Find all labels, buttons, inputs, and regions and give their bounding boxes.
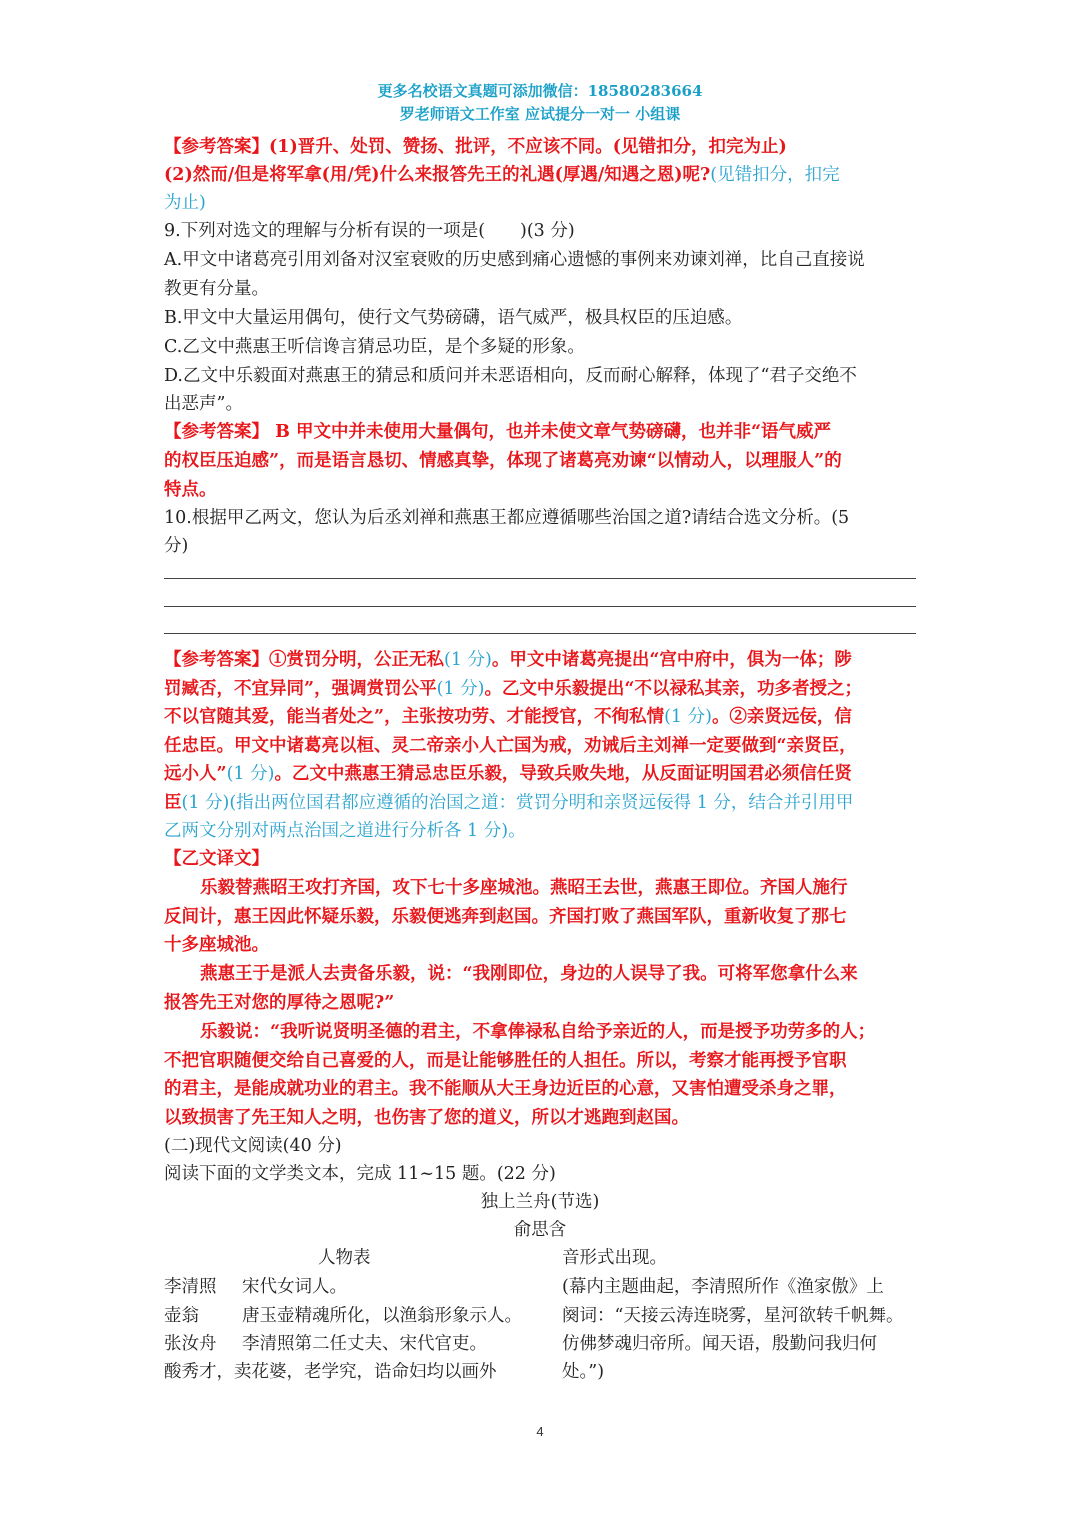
page-number: 4 (536, 1424, 544, 1439)
section2-title: (二)现代文阅读(40 分) (164, 1136, 342, 1156)
q9-answer-2: 的权臣压迫感”，而是语言恳切、情感真挚，体现了诸葛亮劝谏“以情动人，以理服人”的 (164, 451, 842, 471)
cast-heading: 人物表 (318, 1248, 371, 1268)
answer-blank-line-2 (164, 606, 916, 607)
right-col-line: 阕词：“天接云涛连晓雾，星河欲转千帆舞。 (562, 1306, 904, 1326)
q10-answer-text: 。②亲贤远佞，信 (711, 707, 852, 727)
translation-line: 的君主，是能成就功业的君主。我不能顺从大王身边近臣的心意，又害怕遭受杀身之罪， (164, 1079, 847, 1099)
translation-line: 燕惠王于是派人去责备乐毅，说：“我刚即位，身边的人误导了我。可将军您拿什么来 (200, 964, 858, 984)
q10-answer-text: 。甲文中诸葛亮提出“宫中府中，俱为一体；陟 (491, 650, 852, 670)
translation-line: 报答先王对您的厚待之恩呢?” (164, 993, 395, 1013)
answer8-line3: 为止) (164, 193, 206, 213)
translation-line: 以致损害了先王知人之明，也伤害了您的道义，所以才逃跑到赵国。 (164, 1108, 689, 1128)
q10-answer-text: 。乙文中乐毅提出“不以禄私其亲，功多者授之； (484, 679, 863, 699)
cast-name: 李清照 (164, 1277, 217, 1297)
q10-score-note: (1 分)(指出两位国君都应遵循的治国之道：赏罚分明和亲贤远佞得 1 分，结合并引用甲 (181, 793, 854, 813)
q10-score: (1 分) (226, 764, 275, 784)
q10-answer-text: 远小人” (164, 764, 227, 784)
section2-instructions: 阅读下面的文学类文本，完成 11~15 题。(22 分) (164, 1164, 556, 1184)
header-studio: 罗老师语文工作室 应试提分一对一 小组课 (399, 105, 681, 123)
right-col-line: 音形式出现。 (562, 1248, 667, 1268)
answer8-line1 (164, 133, 924, 158)
cast-others: 酸秀才，卖花婆，老学究，诰命妇均以画外 (164, 1362, 497, 1382)
cast-name: 张汝舟 (164, 1334, 217, 1354)
q10-answer-text: 臣 (164, 793, 182, 813)
q10-answer-text: 罚臧否，不宜异同”，强调赏罚公平 (164, 679, 437, 699)
right-col-line: 处。”) (562, 1362, 605, 1382)
answer-blank-line-1 (164, 578, 916, 579)
text-title: 独上兰舟(节选) (480, 1192, 600, 1212)
q9-option-a-cont: 教更有分量。 (164, 279, 269, 299)
q10-answer-text: 不以官随其爱，能当者处之”，主张按功劳、才能授官，不徇私情 (164, 707, 665, 727)
right-col-line: 仿佛梦魂归帝所。闻天语，殷勤问我归何 (562, 1334, 877, 1354)
header-contact: 更多名校语文真题可添加微信：18580283664 (377, 82, 703, 100)
q9-option-d: D.乙文中乐毅面对燕惠王的猜忌和质问并未恶语相向，反而耐心解释，体现了“君子交绝不 (164, 366, 857, 386)
q9-option-b: B.甲文中大量运用偶句，使行文气势磅礴，语气威严，极具权臣的压迫感。 (164, 308, 743, 328)
translation-line: 十多座城池。 (164, 935, 269, 955)
q10-score: (1 分) (444, 650, 492, 670)
q10-answer-6 (164, 789, 924, 814)
q10-score: (1 分) (664, 707, 712, 727)
text-author: 俞思含 (513, 1220, 567, 1240)
q9-option-a: A.甲文中诸葛亮引用刘备对汉室衰败的历史感到痛心遗憾的事例来劝谏刘禅，比自己直接说 (164, 250, 865, 270)
q10-answer-4: 任忠臣。甲文中诸葛亮以桓、灵二帝亲小人亡国为戒，劝诫后主刘禅一定要做到“亲贤臣， (164, 736, 857, 756)
q10-answer-7: 乙两文分别对两点治国之道进行分析各 1 分)。 (164, 821, 526, 841)
q9-option-d-cont: 出恶声”。 (164, 394, 243, 414)
answer8-p1-note: (见错扣分，扣完为止) (612, 137, 787, 157)
q10-answer-5 (164, 760, 924, 785)
q10-stem-cont: 分) (164, 536, 189, 556)
answer8-p2-note: (见错扣分，扣完 (710, 165, 840, 185)
answer8-p1: (1)晋升、处罚、赞扬、批评，不应该不同。 (269, 137, 613, 157)
q9-stem: 9.下列对选文的理解与分析有误的一项是( )(3 分) (164, 221, 575, 241)
q10-stem: 10.根据甲乙两文，您认为后丞刘禅和燕惠王都应遵循哪些治国之道?请结合选文分析。(5 (164, 508, 850, 528)
translation-line: 不把官职随便交给自己喜爱的人，而是让能够胜任的人担任。所以，考察才能再授予官职 (164, 1051, 847, 1071)
answer8-p2: (2)然而/但是将军拿(用/凭)什么来报答先王的礼遇(厚遇/知遇之恩)呢? (164, 165, 711, 185)
translation-line: 乐毅说：“我听说贤明圣德的君主，不拿俸禄私自给予亲近的人，而是授予功劳多的人； (200, 1022, 876, 1042)
translation-title: 【乙文译文】 (164, 849, 269, 869)
q10-answer-1 (164, 646, 924, 671)
cast-desc: 唐玉壶精魂所化，以渔翁形象示人。 (242, 1306, 522, 1326)
q9-answer-1: 【参考答案】 B 甲文中并未使用大量偶句，也并未使文章气势磅礴，也并非“语气威严 (164, 422, 832, 442)
cast-desc: 李清照第二任丈夫、宋代官吏。 (242, 1334, 487, 1354)
q9-option-c: C.乙文中燕惠王听信谗言猜忌功臣，是个多疑的形象。 (164, 337, 585, 357)
q10-answer-text: 【参考答案】①赏罚分明，公正无私 (164, 650, 444, 670)
answer8-line2 (164, 161, 924, 186)
q10-answer-text: 。乙文中燕惠王猜忌忠臣乐毅，导致兵败失地，从反面证明国君必须信任贤 (274, 764, 852, 784)
answer-label: 【参考答案】 (164, 137, 269, 157)
right-col-line: (幕内主题曲起，李清照所作《渔家傲》上 (562, 1277, 884, 1297)
cast-desc: 宋代女词人。 (242, 1277, 347, 1297)
q10-answer-2 (164, 675, 924, 700)
cast-name: 壶翁 (164, 1306, 199, 1326)
q10-answer-3 (164, 703, 924, 728)
answer-blank-line-3 (164, 633, 916, 634)
q9-answer-3: 特点。 (164, 480, 217, 500)
q10-score: (1 分) (436, 679, 485, 699)
translation-line: 反间计，惠王因此怀疑乐毅，乐毅便逃奔到赵国。齐国打败了燕国军队，重新收复了那七 (164, 907, 847, 927)
translation-line: 乐毅替燕昭王攻打齐国，攻下七十多座城池。燕昭王去世，燕惠王即位。齐国人施行 (200, 878, 848, 898)
